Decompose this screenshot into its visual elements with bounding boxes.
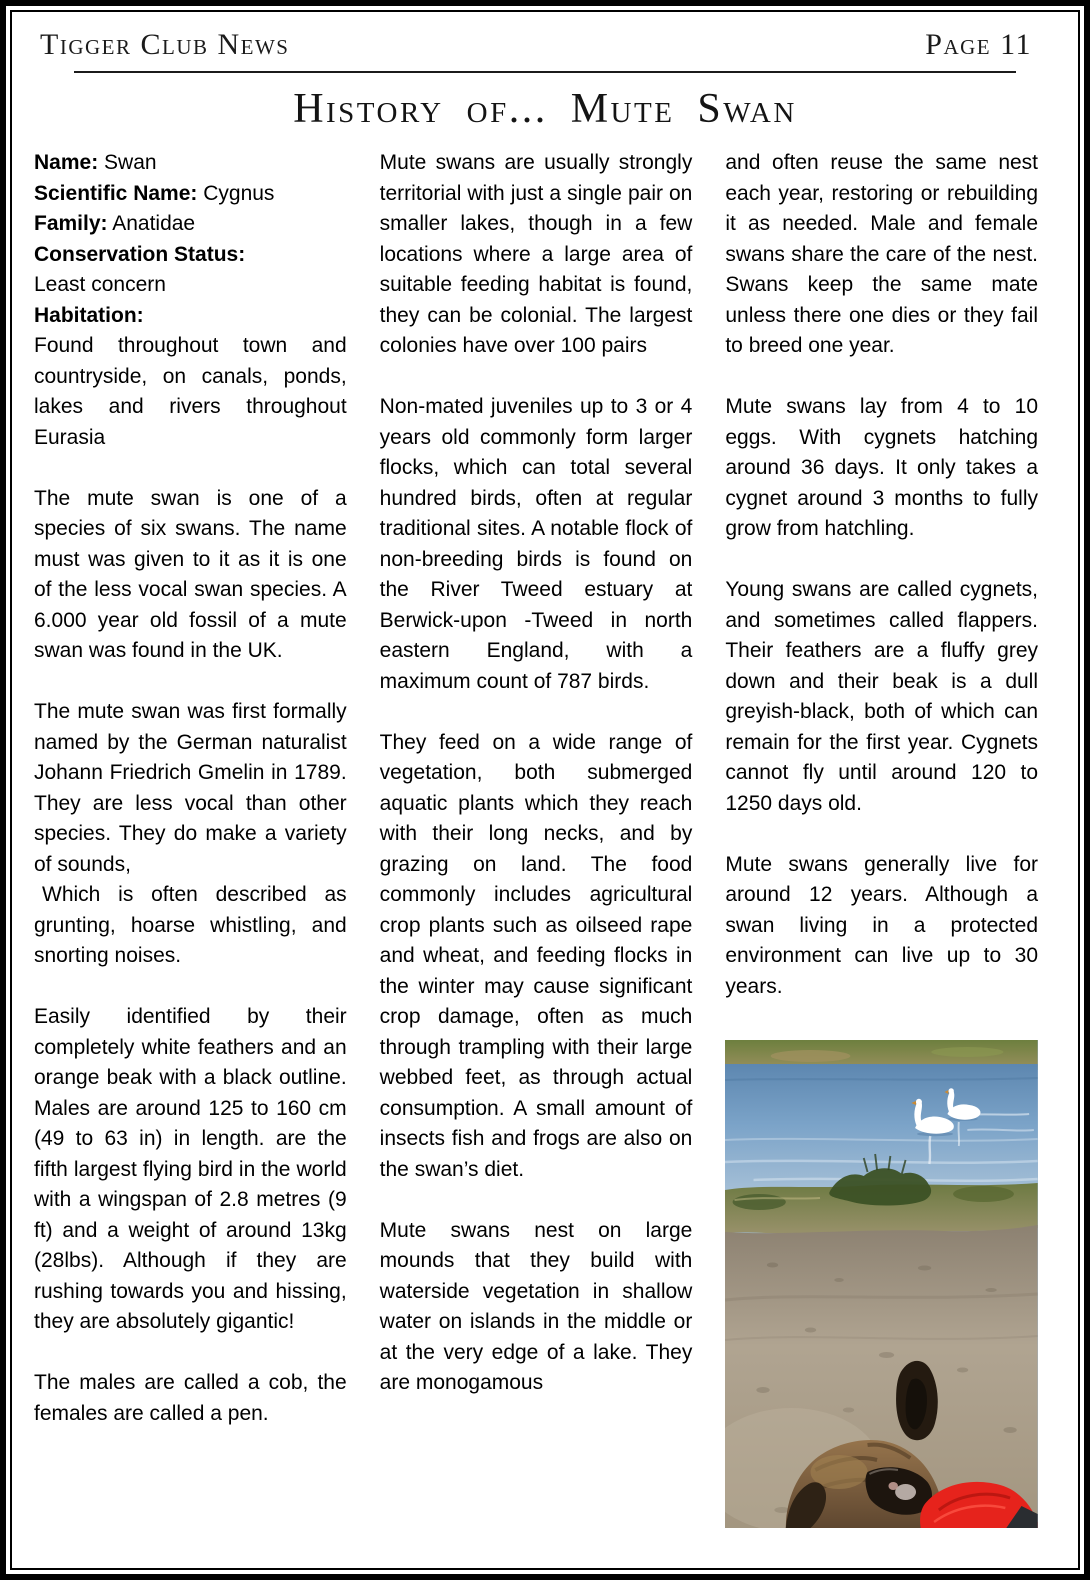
field-label: Scientific Name: (34, 181, 198, 205)
article-columns (12, 133, 1078, 1528)
field-label: Family: (34, 212, 108, 235)
column-1 (34, 148, 347, 1528)
field-label: Habitation: (34, 303, 144, 327)
paragraph: The males are called a cob, the females are called a pen. (34, 1371, 347, 1425)
page-header (12, 12, 1078, 62)
paragraph: Mute swans lay from 4 to 10 eggs. With cygnets hatching around 36 days. It only takes a cygnet around 3 months to fully grow from hatchling. (725, 395, 1039, 540)
fact-line (34, 240, 347, 271)
fact-line: Scientific Name: Cygnus (34, 181, 275, 205)
fact-line (34, 301, 347, 332)
fact-line: Name: Swan (34, 151, 157, 174)
paragraph: Young swans are called cygnets, and sometimes called flappers. Their feathers are a fluffy grey down and their beak is a dull greyish-black, both of which can remain for the first year. Cygnets cannot fly until around 120 to 1250 days old. (725, 578, 1039, 815)
field-label: Conservation Status: (34, 242, 246, 266)
paragraph: Mute swans nest on large mounds that they build with waterside vegetation in shallow water on islands in the middle or at the very edge of a lake. They are monogamous (379, 1218, 693, 1394)
header-divider (74, 71, 1016, 73)
paragraph: Easily identified by their completely white feathers and an orange beak with a black outline. Males are around 125 to 160 cm (49 to 63 in) in length. are the fifth largest flying bird in the world with a wingspan of 2.8 metres (9 ft) and a weight of around 13kg (28lbs). Although if they are rushing towards you and hissing, they are absolutely gigantic! (34, 1005, 347, 1333)
newsletter-title: Tigger Club News (40, 28, 290, 61)
fact-line: Family: Anatidae (34, 212, 196, 235)
paragraph: The mute swan is one of a species of six swans. The name must was given to it as it is one of the less vocal swan species. A 6.000 year old fossil of a mute swan was found in the UK. (34, 486, 347, 662)
field-label: Name: (34, 151, 99, 174)
paragraph: Found throughout town and countryside, on canals, ponds, lakes and rivers throughout Eurasia (34, 334, 347, 449)
paragraph: Least concern (34, 273, 166, 296)
paragraph: The mute swan was first formally named by the German naturalist Johann Friedrich Gmelin in 1789. They are less vocal than other species. They do make a variety of sounds, (34, 700, 347, 876)
article-title: History of... Mute Swan (293, 86, 797, 132)
page-number: Page 11 (925, 28, 1032, 61)
paragraph: Mute swans generally live for around 12 years. Although a swan living in a protected environment can live up to 30 years. (725, 852, 1039, 998)
swan-lake-photo (725, 1040, 1038, 1528)
paragraph: They feed on a wide range of vegetation, both submerged aquatic plants which they reach with their long necks, and by grazing on land. The food commonly includes agricultural crop plants such as oilseed rape and wheat, and feeding flocks in the winter may cause significant crop damage, often as much through trampling with their large webbed feet, as through actual consumption. A small amount of insects fish and frogs are also on the swan’s diet. (379, 730, 693, 1181)
paragraph: and often reuse the same nest each year, restoring or rebuilding it as needed. Male and female swans share the care of the nest. Swans keep the same mate unless there one dies or they fail to breed one year. (725, 151, 1039, 357)
page-inner-border (10, 10, 1080, 1570)
column-3 (725, 148, 1038, 1528)
column-3-text (725, 148, 1038, 1002)
paragraph: Mute swans are usually strongly territorial with just a single pair on smaller lakes, though in a few locations where a large area of suitable feeding habitat is found, they can be colonial. The largest colonies have over 100 pairs (379, 151, 693, 357)
paragraph: Non-mated juveniles up to 3 or 4 years old commonly form larger flocks, which can total several hundred birds, often at regular traditional sites. A notable flock of non-breeding birds is found on the River Tweed estuary at Berwick-upon -Tweed in north eastern England, with a maximum count of 787 birds. (379, 395, 693, 693)
paragraph: Which is often described as grunting, hoarse whistling, and snorting noises. (34, 883, 347, 967)
column-2 (380, 148, 693, 1528)
